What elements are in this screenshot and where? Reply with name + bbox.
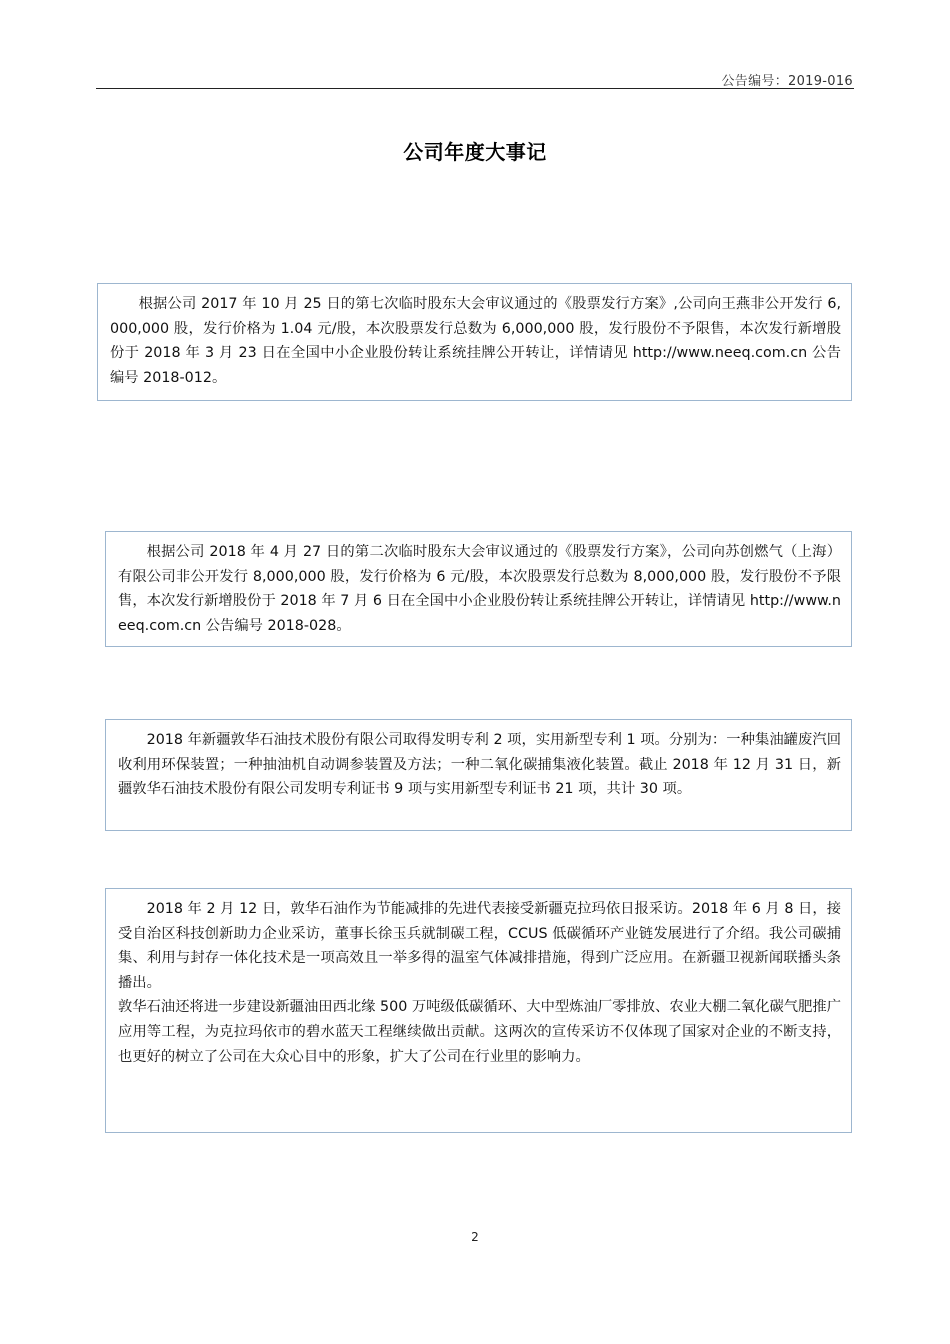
event-paragraph: 敦华石油还将进一步建设新疆油田西北缘 500 万吨级低碳循环、大中型炼油厂零排放、农业大棚二氧化碳气肥推广应用等工程，为克拉玛依市的碧水蓝天工程继续做出贡献。这两次的宣传采访不仅体现了国家对企业的不断支持，也更好的树立了公司在大众心目中的形象，扩大了公司在行业里的影响力。 bbox=[118, 999, 841, 1065]
event-paragraph: 根据公司 2018 年 4 月 27 日的第二次临时股东大会审议通过的《股票发行方案》，公司向苏创燃气（上海）有限公司非公开发行 8,000,000 股，发行价格为 6 元/股，本次股票发行总数为 8,000,000 股，发行股份不予限售，本次发行新增股份于 2018 年 7 月 6 日在全国中小企业股份转让系统挂牌公开转让，详情请见 http://www.neeq.com.cn 公告编号 2018-028。 bbox=[118, 544, 841, 634]
event-paragraph: 2018 年新疆敦华石油技术股份有限公司取得发明专利 2 项，实用新型专利 1 项。分别为：一种集油罐废汽回收利用环保装置；一种抽油机自动调参装置及方法；一种二氧化碳捕集液化装置。截止 2018 年 12 月 31 日，新疆敦华石油技术股份有限公司发明专利证书 9 项与实用新型专利证书 21 项，共计 30 项。 bbox=[118, 732, 841, 798]
header-divider bbox=[96, 88, 854, 89]
page-title: 公司年度大事记 bbox=[403, 140, 547, 164]
event-paragraph: 根据公司 2017 年 10 月 25 日的第七次临时股东大会审议通过的《股票发行方案》,公司向王燕非公开发行 6,000,000 股，发行价格为 1.04 元/股，本次股票发行总数为 6,000,000 股，发行股份不予限售，本次发行新增股份于 2018 年 3 月 23 日在全国中小企业股份转让系统挂牌公开转让，详情请见 http://www.neeq.com.cn 公告编号 2018-012。 bbox=[110, 296, 841, 386]
announcement-number: 公告编号：2019-016 bbox=[721, 74, 853, 89]
event-box-patents bbox=[105, 719, 852, 831]
event-paragraph: 2018 年 2 月 12 日，敦华石油作为节能减排的先进代表接受新疆克拉玛依日报采访。2018 年 6 月 8 日，接受自治区科技创新助力企业采访，董事长徐玉兵就制碳工程，CCUS 低碳循环产业链发展进行了介绍。我公司碳捕集、利用与封存一体化技术是一项高效且一举多得的温室气体减排措施，得到广泛应用。在新疆卫视新闻联播头条播出。 bbox=[118, 901, 841, 991]
event-box-share-issuance-2017 bbox=[97, 283, 852, 401]
event-box-share-issuance-2018 bbox=[105, 531, 852, 647]
event-box-media-interviews bbox=[105, 888, 852, 1133]
page-number: 2 bbox=[471, 1230, 479, 1244]
